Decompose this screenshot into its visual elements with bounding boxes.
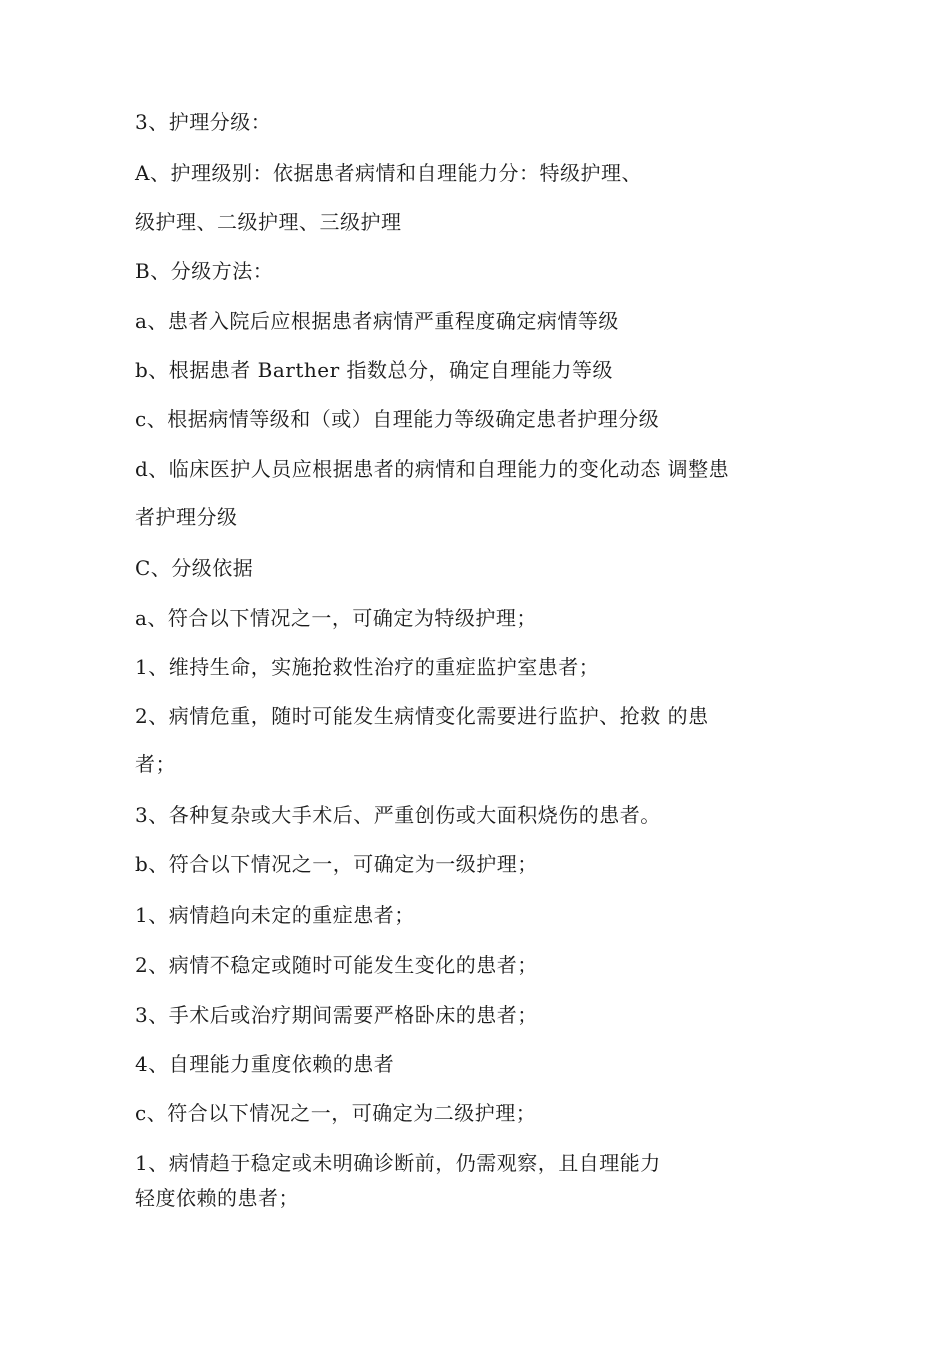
paragraph-line: A、护理级别：依据患者病情和自理能力分：特级护理、 <box>135 161 642 185</box>
paragraph-line: 轻度依赖的患者； <box>135 1186 299 1210</box>
subheading-grading-method: B、分级方法： <box>135 259 274 283</box>
paragraph-line: d、临床医护人员应根据患者的病情和自理能力的变化动态 调整患 <box>135 457 730 481</box>
paragraph-line: 2、病情危重，随时可能发生病情变化需要进行监护、抢救 的患 <box>135 704 709 728</box>
paragraph-line: c、符合以下情况之一，可确定为二级护理； <box>135 1101 537 1125</box>
subheading-grading-basis: C、分级依据 <box>135 556 254 580</box>
paragraph-line: 者护理分级 <box>135 505 238 529</box>
paragraph-line: 1、病情趋向未定的重症患者； <box>135 903 415 927</box>
paragraph-line: a、患者入院后应根据患者病情严重程度确定病情等级 <box>135 309 619 333</box>
paragraph-line: b、根据患者 Barther 指数总分，确定自理能力等级 <box>135 358 614 382</box>
paragraph-line: 2、病情不稳定或随时可能发生变化的患者； <box>135 953 538 977</box>
paragraph-line: a、符合以下情况之一，可确定为特级护理； <box>135 606 537 630</box>
paragraph-line: 1、维持生命，实施抢救性治疗的重症监护室患者； <box>135 655 600 679</box>
paragraph-line: c、根据病情等级和（或）自理能力等级确定患者护理分级 <box>135 407 660 431</box>
paragraph-line: 4、自理能力重度依赖的患者 <box>135 1052 395 1076</box>
paragraph-line: 1、病情趋于稳定或未明确诊断前，仍需观察，且自理能力 <box>135 1151 661 1175</box>
paragraph-line: 3、手术后或治疗期间需要严格卧床的患者； <box>135 1003 538 1027</box>
paragraph-line: 者； <box>135 752 176 776</box>
paragraph-line: 3、各种复杂或大手术后、严重创伤或大面积烧伤的患者。 <box>135 803 661 827</box>
paragraph-line: b、符合以下情况之一，可确定为一级护理； <box>135 852 538 876</box>
section-heading-nursing-grading: 3、护理分级： <box>135 110 272 134</box>
paragraph-line: 级护理、二级护理、三级护理 <box>135 210 402 234</box>
